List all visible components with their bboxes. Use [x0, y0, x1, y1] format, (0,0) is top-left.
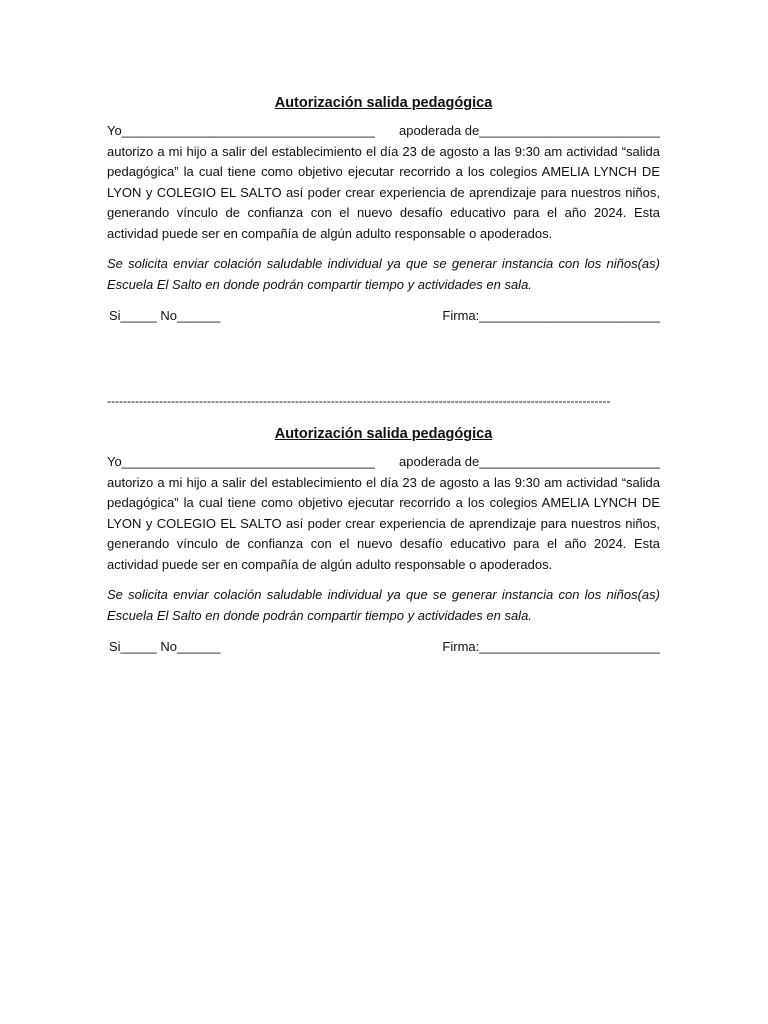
- authorization-form-2: [107, 425, 660, 658]
- snack-note: Se solicita enviar colación saludable individual ya que se generar instancia con los niños(as) Escuela El Salto en donde podrán compartir tiempo y actividades en sala.: [107, 587, 660, 623]
- si-no-field: Si_____ No______: [109, 308, 221, 323]
- apoderada-field: apoderada de_________________________: [399, 454, 660, 469]
- snack-note: Se solicita enviar colación saludable individual ya que se generar instancia con los niños(as) Escuela El Salto en donde podrán compartir tiempo y actividades en sala.: [107, 256, 660, 292]
- guardian-name-row: [107, 452, 660, 473]
- apoderada-field: apoderada de_________________________: [399, 123, 660, 138]
- signature-row: [107, 306, 660, 327]
- signature-row: [107, 637, 660, 658]
- form-title: Autorización salida pedagógica: [274, 95, 493, 111]
- si-no-field: Si_____ No______: [109, 639, 221, 654]
- yo-field: Yo___________________________________: [107, 454, 375, 469]
- yo-field: Yo___________________________________: [107, 123, 375, 138]
- authorization-form-1: [107, 94, 660, 327]
- guardian-name-row: [107, 121, 660, 142]
- firma-field: Firma:_________________________: [442, 639, 660, 654]
- firma-field: Firma:_________________________: [442, 308, 660, 323]
- authorization-body: autorizo a mi hijo a salir del establecimiento el día 23 de agosto a las 9:30 am actividad “salida pedagógica” la cual tiene como objetivo ejecutar recorrido a los colegios AMELIA LYNCH DE LYON y COLEGIO EL SALTO así poder crear experiencia de aprendizaje para nuestros niños, generando vínculo de confianza con el nuevo desafío educativo para el año 2024. Esta actividad puede ser en compañía de algún adulto responsable o apoderados.: [107, 474, 660, 572]
- cut-line-divider: ------------------------------------------------------------------------------------------------------------------------------: [107, 394, 611, 408]
- form-title: Autorización salida pedagógica: [274, 426, 493, 442]
- authorization-body: autorizo a mi hijo a salir del establecimiento el día 23 de agosto a las 9:30 am actividad “salida pedagógica” la cual tiene como objetivo ejecutar recorrido a los colegios AMELIA LYNCH DE LYON y COLEGIO EL SALTO así poder crear experiencia de aprendizaje para nuestros niños, generando vínculo de confianza con el nuevo desafío educativo para el año 2024. Esta actividad puede ser en compañía de algún adulto responsable o apoderados.: [107, 143, 660, 241]
